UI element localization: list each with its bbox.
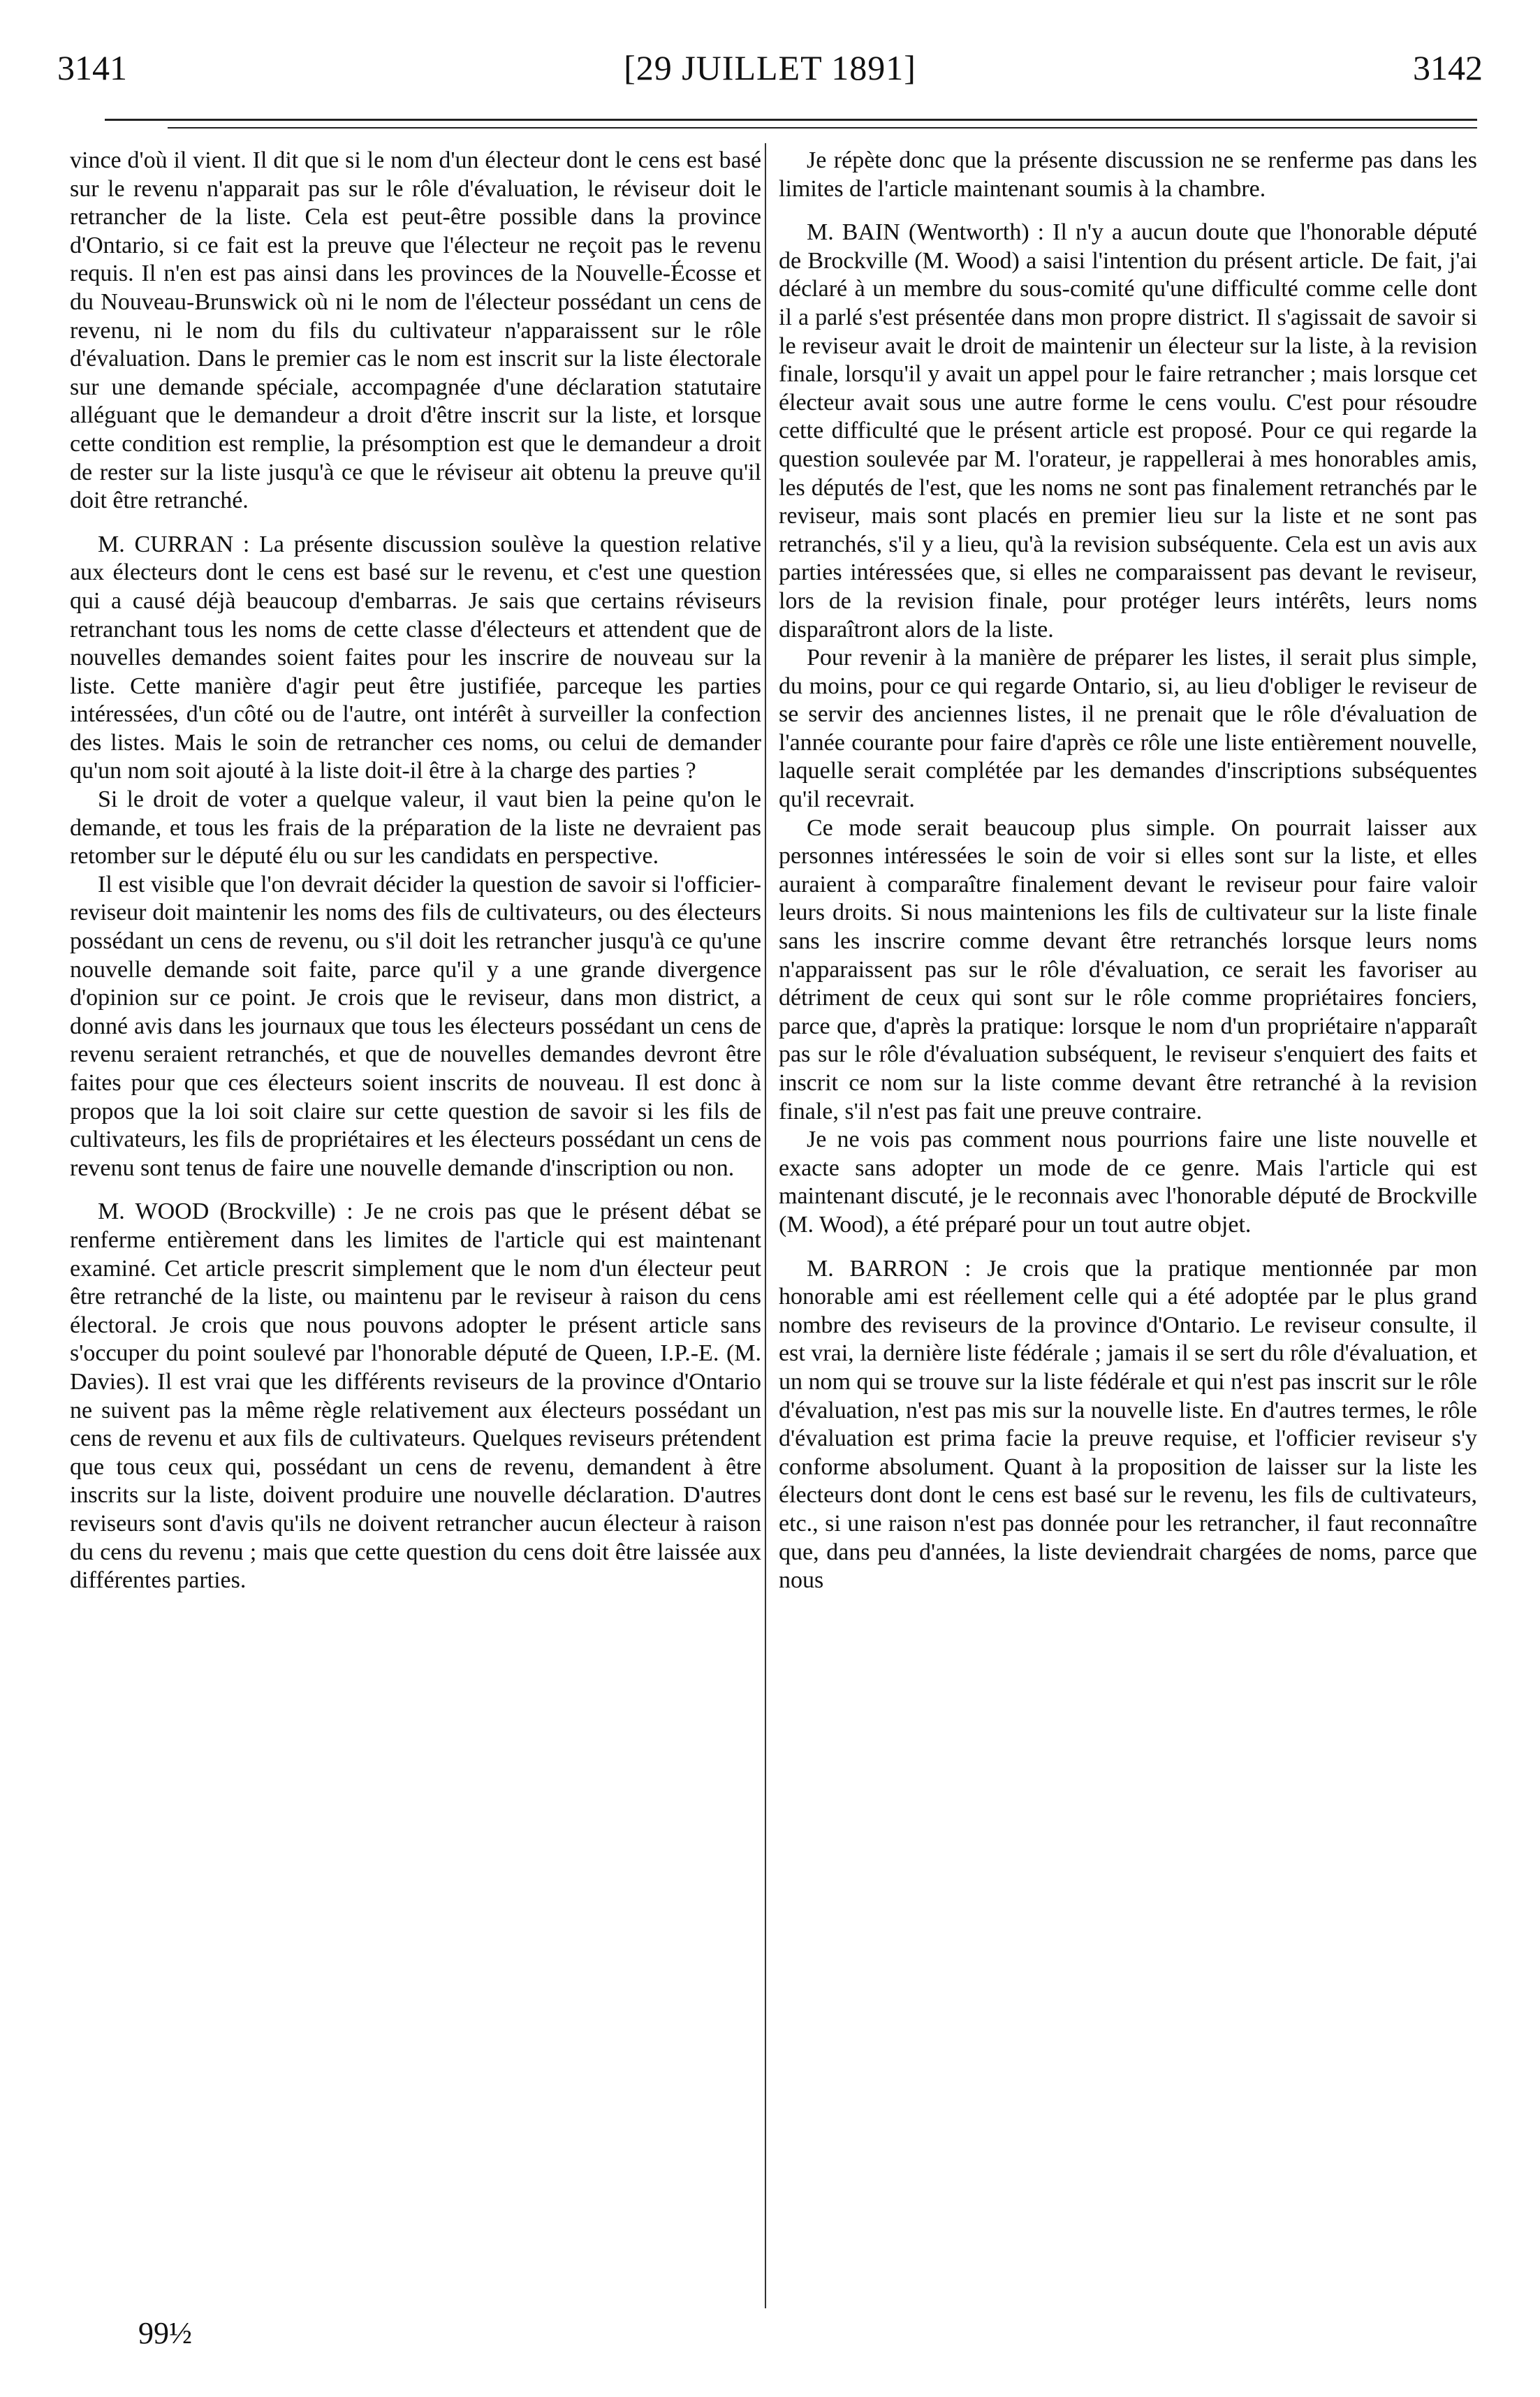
paragraph: Si le droit de voter a quelque valeur, il vaut bien la peine qu'on le demande, et tous les frais de la préparation de la liste ne devraient pas retomber sur le député élu ou sur les candidats en perspective. <box>70 786 761 870</box>
paragraph: Pour revenir à la manière de préparer les listes, il serait plus simple, du moins, pour ce qui regarde Ontario, si, au lieu d'obliger le reviseur de se servir des anciennes listes, il ne prenait que le rôle d'évaluation de l'année courante pour faire d'après ce rôle une liste entièrement nouvelle, laquelle serait complétée par les demandes d'inscriptions subséquentes qu'il recevrait. <box>779 645 1477 813</box>
header-rule <box>105 119 1477 121</box>
session-date: [29 JUILLET 1891] <box>624 48 916 87</box>
paragraph: Je répète donc que la présente discussion ne se renferme pas dans les limites de l'article maintenant soumis à la chambre. <box>779 147 1477 202</box>
paragraph: Ce mode serait beaucoup plus simple. On pourrait laisser aux personnes intéressées le soin de voir si elles sont sur la liste, et elles auraient à comparaître finalement devant le reviseur pour faire valoir leurs droits. Si nous maintenions les fils de cultivateur sur la liste finale sans les inscrire comme devant être retranchés lorsque leurs noms n'apparaissent pas sur le rôle d'évaluation, ce serait les favoriser au détriment de ceux qui sont sur le rôle comme propriétaires fonciers, parce que, d'après la pratique: lorsque le nom d'un propriétaire n'apparaît pas sur le rôle d'évaluation subséquent, le reviseur s'enquiert des faits et inscrit ce nom sur la liste comme devant être retranché à la revision finale, s'il n'est pas fait une preuve contraire. <box>779 814 1477 1124</box>
paragraph: vince d'où il vient. Il dit que si le nom d'un électeur dont le cens est basé sur le revenu n'apparait pas sur le rôle d'évaluation, le réviseur doit le retrancher de la liste. Cela est peut-être possible dans la province d'Ontario, si ce fait est la preuve que l'électeur ne reçoit pas le revenu requis. Il n'en est pas ainsi dans les provinces de la Nouvelle-Écosse et du Nouveau-Brunswick où ni le nom de l'électeur possédant un cens de revenu, ni le nom du fils du cultivateur n'apparaissent sur le rôle d'évaluation. Dans le premier cas le nom est inscrit sur la liste électorale sur une demande spéciale, accompagnée d'une déclaration statutaire alléguant que le demandeur a droit d'être inscrit sur la liste, et lorsque cette condition est remplie, la présomption est que le demandeur a droit de rester sur la liste jusqu'à ce que le réviseur ait obtenu la preuve qu'il doit être retranché. <box>70 147 761 514</box>
folio-number: 99½ <box>138 2316 192 2350</box>
left-page-number: 3141 <box>57 48 127 87</box>
speech-wood: M. WOOD (Brockville) : Je ne crois pas que le présent débat se renferme entièrement dans les limites de l'article qui est maintenant examiné. Cet article prescrit simplement que le nom d'un électeur peut être retranché de la liste, ou maintenu par le reviseur à raison du cens électoral. Je crois que nous pouvons adopter le présent article sans s'occuper du point soulevé par l'honorable député de Queen, I.P.-E. (M. Davies). Il est vrai que les différents reviseurs de la province d'Ontario ne suivent pas la même règle relativement aux électeurs possédant un cens de revenu et aux fils de cultivateurs. Quelques reviseurs prétendent que tous ceux qui, possédant un cens de revenu, demandent à être inscrits sur la liste, doivent produire une nouvelle déclaration. D'autres reviseurs sont d'avis qu'ils ne doivent retrancher aucun électeur à raison du cens du revenu ; mais que cette question du cens doit être laissée aux différentes parties. <box>70 1198 761 1594</box>
running-head <box>0 47 1540 96</box>
header-rule-secondary <box>168 127 1477 129</box>
column-divider <box>765 143 766 2308</box>
speech-curran: M. CURRAN : La présente discussion soulève la question relative aux électeurs dont le cens est basé sur le revenu, et c'est une question qui a causé déjà beaucoup d'embarras. Je sais que certains réviseurs retranchant tous les noms de cette classe d'électeurs et attendent que de nouvelles demandes soient faites pour les inscrire de nouveau sur la liste. Cette manière d'agir peut être justifiée, parceque les parties intéressées, d'un côté ou de l'autre, ont intérêt à surveiller la confection des listes. Mais le soin de retrancher ces noms, ou celui de demander qu'un nom soit ajouté à la liste doit-il être à la charge des parties ? <box>70 531 761 784</box>
left-column <box>70 147 761 1595</box>
paragraph: Il est visible que l'on devrait décider la question de savoir si l'officier-reviseur doit maintenir les noms des fils de cultivateurs, ou des électeurs possédant un cens de revenu, ou s'il doit les retrancher jusqu'à ce qu'une nouvelle demande soit faite, parce qu'il y a une grande divergence d'opinion sur ce point. Je crois que le reviseur, dans mon district, a donné avis dans les journaux que tous les électeurs possédant un cens de revenu seraient retranchés, et que de nouvelles demandes devront être faites pour que ces électeurs soient inscrits de nouveau. Il est donc à propos que la loi soit claire sur cette question de savoir si les fils de cultivateurs, les fils de propriétaires et les électeurs possédant un cens de revenu sont tenus de faire une nouvelle demande d'inscription ou non. <box>70 871 761 1181</box>
right-page-number: 3142 <box>1413 48 1483 87</box>
right-column <box>779 147 1477 1595</box>
speech-bain: M. BAIN (Wentworth) : Il n'y a aucun doute que l'honorable député de Brockville (M. Wood) a saisi l'intention du présent article. De fait, j'ai déclaré à un membre du sous-comité qu'une difficulté comme celle dont il a parlé s'est présentée dans mon propre district. Il s'agissait de savoir si le reviseur avait le droit de maintenir un électeur sur la liste, à la revision finale, lorsqu'il y avait un appel pour le faire retrancher ; mais lorsque cet électeur avait sous une autre forme le cens voulu. C'est pour résoudre cette difficulté que le présent article est proposé. Pour ce qui regarde la question soulevée par M. l'orateur, je rappellerai à mes honorables amis, les députés de l'est, que les noms ne sont pas finalement retranchés par le reviseur, mais sont placés en premier lieu sur la liste et ne sont pas retranchés, s'il y a lieu, qu'à la revision subséquente. Cela est un avis aux parties intéressées que, si elles ne comparaissent pas devant le reviseur, lors de la revision finale, pour protéger leurs intérêts, leurs noms disparaîtront alors de la liste. <box>779 219 1477 643</box>
speech-barron: M. BARRON : Je crois que la pratique mentionnée par mon honorable ami est réellement celle qui a été adoptée par le plus grand nombre des reviseurs de la province d'Ontario. Le reviseur consulte, il est vrai, la dernière liste fédérale ; jamais il se sert du rôle d'évaluation, et un nom qui se trouve sur la liste fédérale et qui n'est pas inscrit sur le rôle d'évaluation, n'est pas mis sur la nouvelle liste. En d'autres termes, le rôle d'évaluation est prima facie la preuve requise, et l'officier reviseur s'y conforme absolument. Quant à la proposition de laisser sur la liste les électeurs dont dont le cens est basé sur le revenu, les fils de cultivateurs, etc., si une raison n'est pas donnée pour les retrancher, il faut reconnaître que, dans peu d'années, la liste deviendrait chargées de noms, parce que nous <box>779 1255 1477 1594</box>
paragraph: Je ne vois pas comment nous pourrions faire une liste nouvelle et exacte sans adopter un mode de ce genre. Mais l'article qui est maintenant discuté, je le reconnais avec l'honorable député de Brockville (M. Wood), a été préparé pour un tout autre objet. <box>779 1127 1477 1238</box>
